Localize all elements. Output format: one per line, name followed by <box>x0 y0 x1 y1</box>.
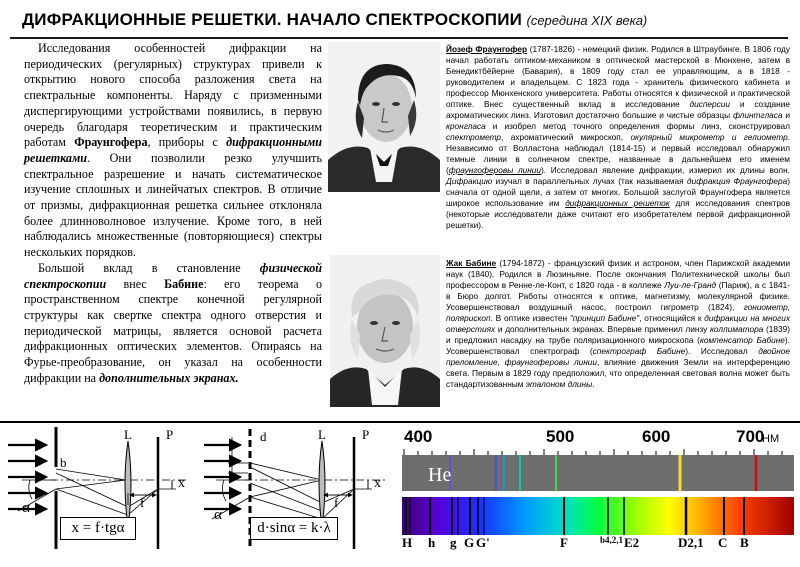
he-label: He <box>428 464 452 486</box>
fraun-line-h: h <box>428 535 436 550</box>
fraun-line-g: g <box>450 535 457 550</box>
fraun-line-H: H <box>402 535 413 550</box>
title-sub: (середина XIX века) <box>526 13 648 28</box>
d2-formula: d·sinα = k·λ <box>250 517 338 540</box>
fraun-line-E2: E2 <box>624 535 640 550</box>
d2-label-f: f <box>334 495 339 510</box>
single-slit-svg <box>4 423 200 562</box>
term-complementary-screens: дополнительных экранах. <box>99 370 239 385</box>
he-spectrum-band <box>402 455 794 491</box>
d2-label-x: x <box>374 476 381 491</box>
scale-500: 500 <box>546 427 575 446</box>
d1-label-P: P <box>166 427 174 442</box>
fraun-line-F: F <box>560 535 568 550</box>
d1-label-b: b <box>60 455 67 470</box>
scale-unit: НМ <box>762 433 780 445</box>
babinet-portrait <box>330 255 440 407</box>
fraun-line-B: B <box>740 535 749 550</box>
grating-diagram <box>200 423 396 562</box>
d1-label-f: f <box>140 495 145 510</box>
d2-label-P: P <box>362 427 370 442</box>
d2-label-alpha: α <box>214 507 222 523</box>
single-slit-diagram <box>4 423 200 562</box>
page-title <box>22 10 792 36</box>
d1-label-L: L <box>124 427 132 442</box>
fraun-line-G: G <box>464 535 475 550</box>
term-diffraction-gratings: дифракционными решетками <box>24 135 323 165</box>
fraun-line-C: C <box>718 535 728 550</box>
d1-label-alpha: α <box>22 500 30 516</box>
term-physical-spectroscopy: физической спектроскопии <box>24 260 322 291</box>
solar-spectrum-band <box>402 497 794 535</box>
title-divider <box>10 37 788 39</box>
babinet-bio: Жак Бабине (1794-1872) - французский физик и астроном, член Парижской академии наук (1840). Родился в Люзиньяне. После окончания Политехнической школы был профессором в Ренне-ле-Конт, с 1820 года - в коллеже Луи-ле-Гранд (Париж), а с 1841- в Бюро долгот. Работы относятся к оптике, магнетизму, молекулярной физике. Усовершенствовал воздушный насос, построил гигрометр (1824), гониометр, полярископ. В оптике известен "принцип Бабине", относящийся к дифракции на многих отверстиях и дополнительных экранах. Впервые применил линзу коллиматора (1839) и предложил насадку на трубе поляризационного микроскопа (компенсатор Бабине). Усовершенствовал спектрограф (спектрограф Бабине). Исследовал двойное преломление, фраунгоферовы линии, влияние движения Земли на интерференцию света. Первым в 1829 году предположил, что определенная световая волна может быть стандартизованным эталоном длины. <box>446 258 791 389</box>
d1-formula: x = f·tgα <box>60 517 136 540</box>
intro-paragraph-1: Исследования особенностей дифракции на периодических (регулярных) структурах привели к открытию нового способа разложения света на спектральные компоненты. Наряду с призменными диспергирующими устройствами появились, в первую очередь благодаря теоретическим и практическим работам Фраунгофера, приборы с дифракционными решетками. Они позволили резко улучшить спектральное разрешение и начать систематическое изучение сплошных и линейчатых спектров. В отличие от призмы, дифракционная решетка сильнее отклоняла более длинноволновое излучение. Кроме того, в ней наблюдались множественные (повторяющиеся) спектры нескольких порядков. <box>24 41 323 260</box>
term-babinet: Бабине <box>164 276 204 291</box>
fraun-line-G-prime: G' <box>476 535 490 550</box>
scale-400: 400 <box>404 427 433 446</box>
fraunhofer-name: Йозеф Фраунгофер <box>446 44 528 54</box>
title-main: ДИФРАКЦИОННЫЕ РЕШЕТКИ. НАЧАЛО СПЕКТРОСКОПИИ <box>22 10 523 29</box>
d1-label-x: x <box>178 476 185 491</box>
d2-label-L: L <box>318 427 326 442</box>
fraun-line-b: b4,2,1 <box>600 535 624 545</box>
intro-text <box>24 41 322 386</box>
d2-label-d: d <box>260 429 267 444</box>
spectra-panel <box>396 423 800 562</box>
fraun-line-D: D2,1 <box>678 535 704 550</box>
fraunhofer-bio: Йозеф Фраунгофер (1787-1826) - немецкий физик. Родился в Штраубинге. В 1806 году начал работать оптиком-механиком в оптической мастерской в Мюнхене, затем в Бенедиктбёйерне (Бавария), в 1809 году стал ее управляющим, а в 1818 - руководителем и владельцем. С 1823 года - хранитель физического кабинета и профессор Мюнхенского университета. Работы относятся к физической и практической оптике. Внес существенный вклад в исследование дисперсии и создание ахроматических линз. Изготовил достаточно большие и чистые образцы флинтгласа и кронгласа и изобрел метод точного определения формы линз, сконструировал спектрометр, ахроматический микроскоп, окулярный микрометр и гелиометр. Независимо от Волластона наблюдал (1814-15) и первый исследовал обнаружил темные линии в солнечном спектре, названные в дальнейшем его именем (фраунгоферовы линии). Исследовал явление дифракции, измерил их длины волн. Дифракцию изучал в параллельных лучах (так называемая дифракция Фраунгофера) сначала от одной щели, а затем от многих. Большой заслугой Фраунгофера является широкое использование им дифракционных решеток для исследования спектров (некоторые исследователи даже считают его изобретателем первой дифракционной решетки). <box>446 44 791 230</box>
babinet-name: Жак Бабине <box>446 258 497 268</box>
grating-svg <box>200 423 396 562</box>
scale-600: 600 <box>642 427 671 446</box>
scale-700: 700 <box>736 427 765 446</box>
fraunhofer-portrait <box>328 42 440 192</box>
intro-paragraph-2: Большой вклад в становление физической спектроскопии внес Бабине: его теорема о пространственном спектре конечной регулярной структуры как свертке спектра одного отверстия и периодической матрицы, является основой расчета дифракционных оптических элементов. Опираясь на Фурье-преобразование, он указал на особенности дифракции на дополнительных экранах. <box>24 260 322 385</box>
term-fraunhofer: Фраунгофера <box>74 135 148 150</box>
